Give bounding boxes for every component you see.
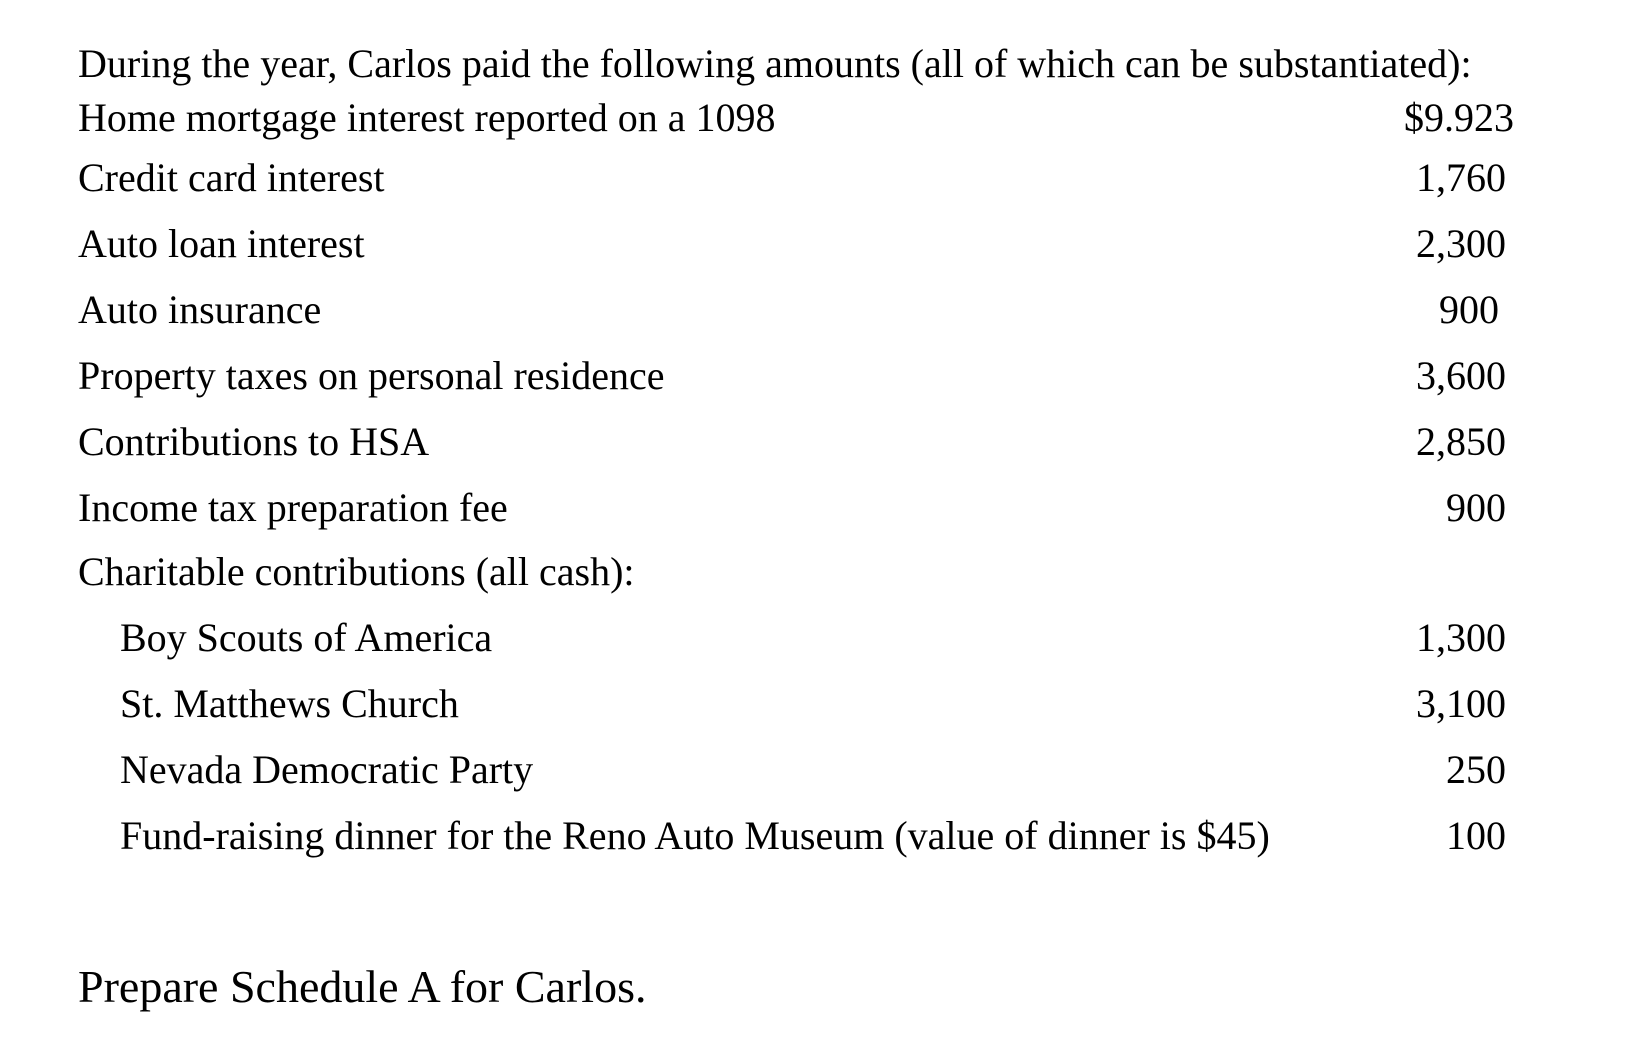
charitable-item-label: St. Matthews Church [120,681,459,726]
charitable-item-label: Boy Scouts of America [120,615,493,660]
item-label: Income tax preparation fee [78,485,508,530]
item-label: Contributions to HSA [78,419,430,464]
item-amount: 3,600 [1416,353,1506,398]
item-label: Home mortgage interest reported on a 1098 [78,95,776,140]
item-amount: 900 [1446,485,1506,530]
item-label: Credit card interest [78,155,385,200]
item-amount: $9.923 [1404,95,1514,140]
charitable-item-amount: 250 [1446,747,1506,792]
charitable-item-amount: 100 [1446,813,1506,858]
prompt-text: Prepare Schedule A for Carlos. [78,961,647,1012]
item-label: Auto insurance [78,287,322,332]
charitable-heading: Charitable contributions (all cash): [78,549,635,594]
charitable-item-amount: 3,100 [1416,681,1506,726]
item-amount: 2,300 [1416,221,1506,266]
item-amount: 900 [1439,287,1499,332]
item-amount: 2,850 [1416,419,1506,464]
charitable-item-label: Fund-raising dinner for the Reno Auto Museum (value of dinner is $45) [120,813,1270,858]
item-label: Property taxes on personal residence [78,353,665,398]
charitable-item-label: Nevada Democratic Party [120,747,534,792]
item-label: Auto loan interest [78,221,365,266]
item-amount: 1,760 [1416,155,1506,200]
charitable-item-amount: 1,300 [1416,615,1506,660]
intro-text: During the year, Carlos paid the following amounts (all of which can be substantiated): [78,41,1472,86]
